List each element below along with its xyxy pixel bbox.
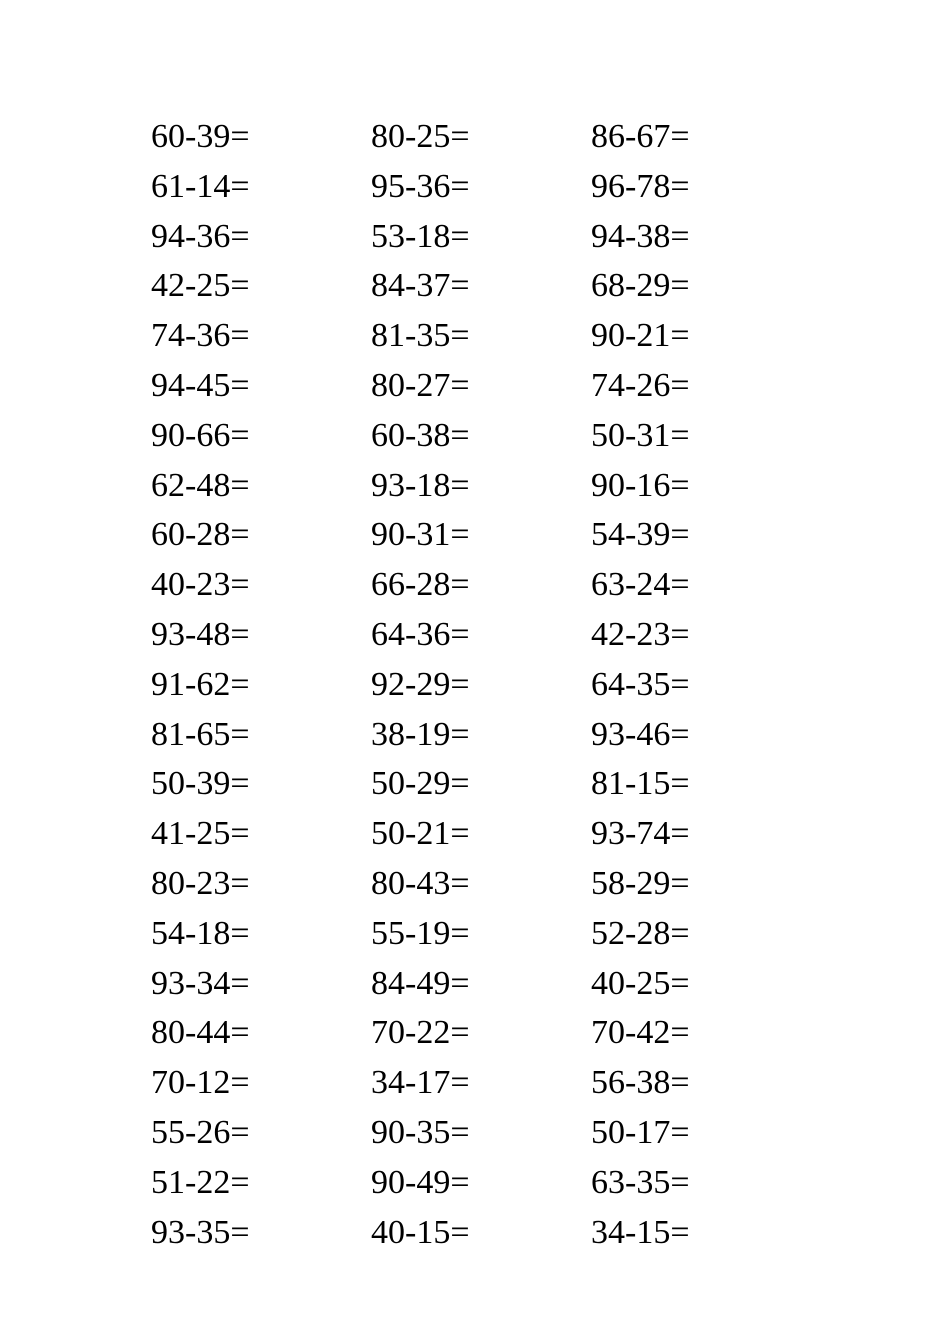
- subtraction-problem: 40-23=: [151, 566, 250, 604]
- problem-row: [151, 461, 811, 511]
- problem-row: [151, 859, 811, 909]
- problem-row: [151, 710, 811, 760]
- problem-row: [151, 1108, 811, 1158]
- problem-row: [151, 809, 811, 859]
- subtraction-problem: 52-28=: [591, 914, 690, 952]
- subtraction-problem: 54-39=: [591, 516, 690, 554]
- problem-row: [151, 909, 811, 959]
- subtraction-problem: 70-12=: [151, 1064, 250, 1102]
- subtraction-problem: 93-35=: [151, 1213, 250, 1251]
- subtraction-problem: 91-62=: [151, 665, 250, 703]
- subtraction-problem: 64-36=: [371, 615, 470, 653]
- subtraction-problem: 60-28=: [151, 516, 250, 554]
- problem-row: [151, 959, 811, 1009]
- problem-row: [151, 560, 811, 610]
- subtraction-problem: 80-23=: [151, 864, 250, 902]
- subtraction-problem: 63-24=: [591, 566, 690, 604]
- subtraction-problem: 74-36=: [151, 317, 250, 355]
- subtraction-problem: 40-25=: [591, 964, 690, 1002]
- subtraction-problem: 41-25=: [151, 815, 250, 853]
- subtraction-problem: 93-18=: [371, 466, 470, 504]
- problem-row: [151, 411, 811, 461]
- subtraction-problem: 50-39=: [151, 765, 250, 803]
- subtraction-problem: 93-48=: [151, 615, 250, 653]
- subtraction-problem: 92-29=: [371, 665, 470, 703]
- subtraction-problem: 51-22=: [151, 1163, 250, 1201]
- subtraction-problem: 80-44=: [151, 1014, 250, 1052]
- subtraction-problem: 54-18=: [151, 914, 250, 952]
- subtraction-problem: 93-34=: [151, 964, 250, 1002]
- subtraction-problem: 96-78=: [591, 167, 690, 205]
- problem-row: [151, 510, 811, 560]
- subtraction-problem: 60-39=: [151, 118, 250, 155]
- subtraction-problem: 94-36=: [151, 217, 250, 255]
- subtraction-problem: 34-17=: [371, 1064, 470, 1102]
- subtraction-problem: 62-48=: [151, 466, 250, 504]
- problem-row: [151, 610, 811, 660]
- subtraction-problem: 63-35=: [591, 1163, 690, 1201]
- subtraction-problem: 60-38=: [371, 416, 470, 454]
- problem-row: [151, 660, 811, 710]
- subtraction-problem: 90-21=: [591, 317, 690, 355]
- subtraction-problem: 84-49=: [371, 964, 470, 1002]
- subtraction-problem: 61-14=: [151, 167, 250, 205]
- subtraction-problem: 50-21=: [371, 815, 470, 853]
- subtraction-problem: 55-19=: [371, 914, 470, 952]
- subtraction-problem: 58-29=: [591, 864, 690, 902]
- problem-grid: [151, 112, 811, 1257]
- problem-row: [151, 1208, 811, 1258]
- problem-row: [151, 1008, 811, 1058]
- subtraction-problem: 95-36=: [371, 167, 470, 205]
- subtraction-problem: 68-29=: [591, 267, 690, 305]
- subtraction-problem: 40-15=: [371, 1213, 470, 1251]
- subtraction-problem: 94-38=: [591, 217, 690, 255]
- subtraction-problem: 70-42=: [591, 1014, 690, 1052]
- subtraction-problem: 93-74=: [591, 815, 690, 853]
- subtraction-problem: 80-27=: [371, 366, 470, 404]
- subtraction-problem: 90-66=: [151, 416, 250, 454]
- subtraction-problem: 94-45=: [151, 366, 250, 404]
- problem-row: [151, 1058, 811, 1108]
- subtraction-problem: 93-46=: [591, 715, 690, 753]
- problem-row: [151, 261, 811, 311]
- subtraction-problem: 81-65=: [151, 715, 250, 753]
- subtraction-problem: 70-22=: [371, 1014, 470, 1052]
- subtraction-problem: 50-31=: [591, 416, 690, 454]
- problem-row: [151, 212, 811, 262]
- subtraction-problem: 84-37=: [371, 267, 470, 305]
- subtraction-problem: 90-35=: [371, 1113, 470, 1151]
- subtraction-problem: 34-15=: [591, 1213, 690, 1251]
- subtraction-problem: 66-28=: [371, 566, 470, 604]
- problem-row: [151, 112, 811, 162]
- subtraction-problem: 53-18=: [371, 217, 470, 255]
- subtraction-problem: 81-35=: [371, 317, 470, 355]
- problem-row: [151, 311, 811, 361]
- subtraction-problem: 90-16=: [591, 466, 690, 504]
- subtraction-problem: 50-17=: [591, 1113, 690, 1151]
- subtraction-problem: 56-38=: [591, 1064, 690, 1102]
- problem-row: [151, 759, 811, 809]
- subtraction-problem: 50-29=: [371, 765, 470, 803]
- subtraction-problem: 86-67=: [591, 118, 690, 155]
- subtraction-problem: 42-25=: [151, 267, 250, 305]
- subtraction-problem: 55-26=: [151, 1113, 250, 1151]
- subtraction-problem: 42-23=: [591, 615, 690, 653]
- problem-row: [151, 1158, 811, 1208]
- problem-row: [151, 162, 811, 212]
- subtraction-problem: 80-43=: [371, 864, 470, 902]
- subtraction-problem: 90-31=: [371, 516, 470, 554]
- subtraction-problem: 38-19=: [371, 715, 470, 753]
- subtraction-problem: 64-35=: [591, 665, 690, 703]
- problem-row: [151, 361, 811, 411]
- subtraction-problem: 74-26=: [591, 366, 690, 404]
- subtraction-problem: 90-49=: [371, 1163, 470, 1201]
- subtraction-problem: 80-25=: [371, 118, 470, 155]
- subtraction-problem: 81-15=: [591, 765, 690, 803]
